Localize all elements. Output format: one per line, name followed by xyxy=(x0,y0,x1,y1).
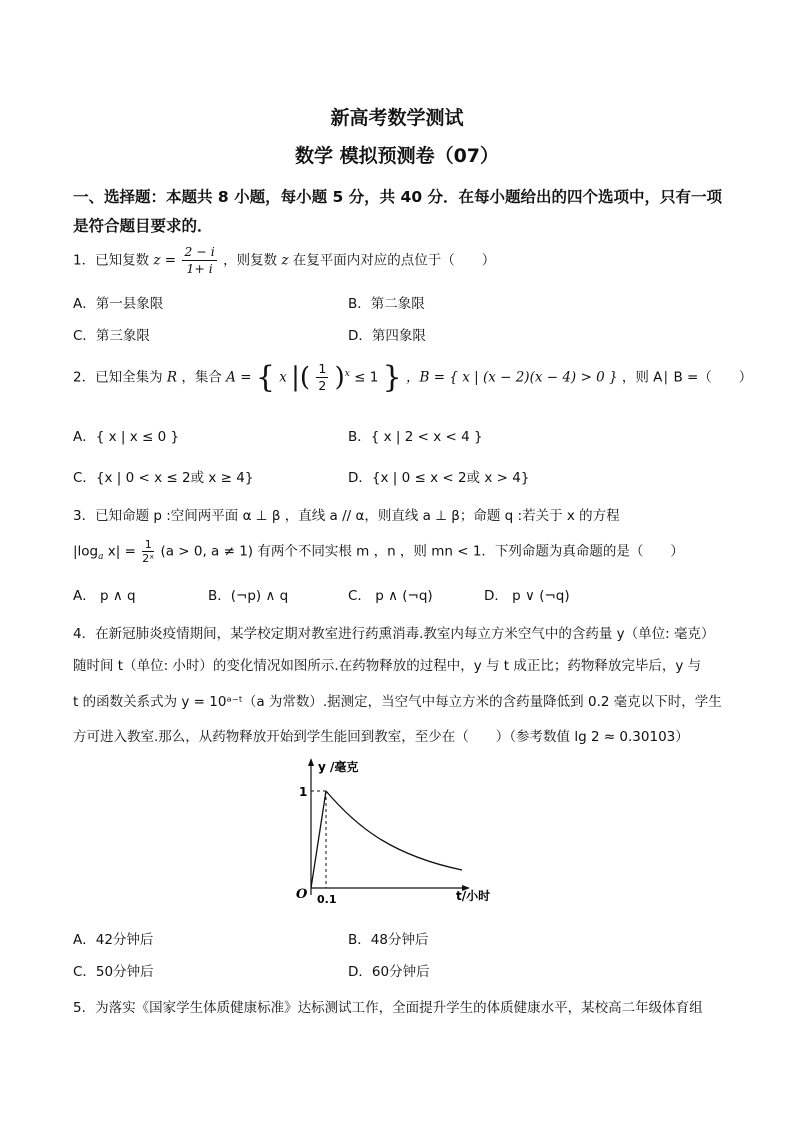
question-3-line-2: $|\log_a$ x| = $\frac{1}{\text{2ˣ}}$ (a > 0, a ≠ 1) 有两个不同实根 m ，n ，则 mn < 1．下列命题为真命题的是（ ） xyxy=(73,538,684,565)
question-5-line-1: 5．为落实《国家学生体质健康标准》达标测试工作，全面提升学生的体质健康水平，某校高二年级体育组 xyxy=(73,1000,703,1016)
q1-option-b: B．第二象限 xyxy=(348,296,425,312)
section-heading: 一、选择题：本题共 8 小题，每小题 5 分，共 40 分．在每小题给出的四个选项中，只有一项是符合题目要求的． xyxy=(73,188,723,235)
q2-option-d: D．{x | 0 ≤ x < 2或 x > 4} xyxy=(348,470,530,486)
x-tick-0-1: 0.1 xyxy=(317,893,337,905)
question-4-line-4: 方可进入教室.那么，从药物释放开始到学生能回到教室，至少在（ ）（参考数值 lg 2 ≈ 0.30103） xyxy=(73,729,689,745)
question-4-line-1: 4．在新冠肺炎疫情期间，某学校定期对教室进行药熏消毒.教室内每立方米空气中的含药量 y（单位: 毫克） xyxy=(73,626,715,642)
q1-option-a: A．第一县象限 xyxy=(73,296,164,312)
y-tick-1: 1 xyxy=(299,785,308,799)
q1-option-d: D．第四象限 xyxy=(348,328,426,344)
page-title: 新高考数学测试 xyxy=(330,107,464,129)
q3-option-c: C． p ∧ (¬q) xyxy=(348,588,433,604)
page-subtitle: 数学 模拟预测卷（07） xyxy=(294,145,500,167)
q2-half-fraction: $\frac{1}{2}$ xyxy=(318,361,327,393)
decay-curve xyxy=(326,791,462,870)
q2-option-a: A．{ x | x ≤ 0 } xyxy=(73,429,180,445)
rise-segment xyxy=(311,791,326,888)
q2-option-b: B．{ x | 2 < x < 4 } xyxy=(348,429,483,445)
q3-option-a: A． p ∧ q xyxy=(73,588,136,604)
q4-option-b: B．48分钟后 xyxy=(348,932,429,948)
q4-option-a: A．42分钟后 xyxy=(73,932,154,948)
question-4-line-2: 随时间 t（单位: 小时）的变化情况如图所示.在药物释放的过程中，y 与 t 成正比；药物释放完毕后，y 与 xyxy=(73,658,702,674)
question-2: 2．已知全集为 R ，集合 A = { x |( $\frac{1}{2}$ )$^x$ ≤ 1 } ，B = { x | (x − 2)(x − 4) > 0 } ，则 A∣ B =（ ） xyxy=(73,360,753,395)
question-3-line-1: 3．已知命题 p :空间两平面 α ⊥ β ，直线 a // α，则直线 a ⊥ β；命题 q :若关于 x 的方程 xyxy=(73,508,620,524)
x-axis-label: t/小时 xyxy=(456,889,490,903)
origin-label: O xyxy=(296,887,308,902)
q4-option-d: D．60分钟后 xyxy=(348,964,430,980)
y-axis-label: y /毫克 xyxy=(318,760,359,774)
y-axis-arrow-icon xyxy=(308,758,314,766)
question-1: 1．已知复数 z = $\frac{2 - i}{1+ i}$ ，则复数 z 在复平面内对应的点位于（ ） xyxy=(73,244,496,276)
question-4-line-3: t 的函数关系式为 y = 10ᵃ⁻ᵗ（a 为常数）.据测定，当空气中每立方米的含药量降低到 0.2 毫克以下时，学生 xyxy=(73,694,722,710)
q1-option-c: C．第三象限 xyxy=(73,328,150,344)
concentration-graph xyxy=(280,755,490,905)
q1-fraction: $\frac{2 - i}{1+ i}$ xyxy=(184,244,215,276)
q2-option-c: C．{x | 0 < x ≤ 2或 x ≥ 4} xyxy=(73,470,254,486)
q3-option-d: D． p ∨ (¬q) xyxy=(484,588,570,604)
q3-option-b: B．(¬p) ∧ q xyxy=(208,588,289,604)
q3-fraction: $\frac{1}{\text{2ˣ}}$ xyxy=(142,538,155,565)
q4-option-c: C．50分钟后 xyxy=(73,964,154,980)
